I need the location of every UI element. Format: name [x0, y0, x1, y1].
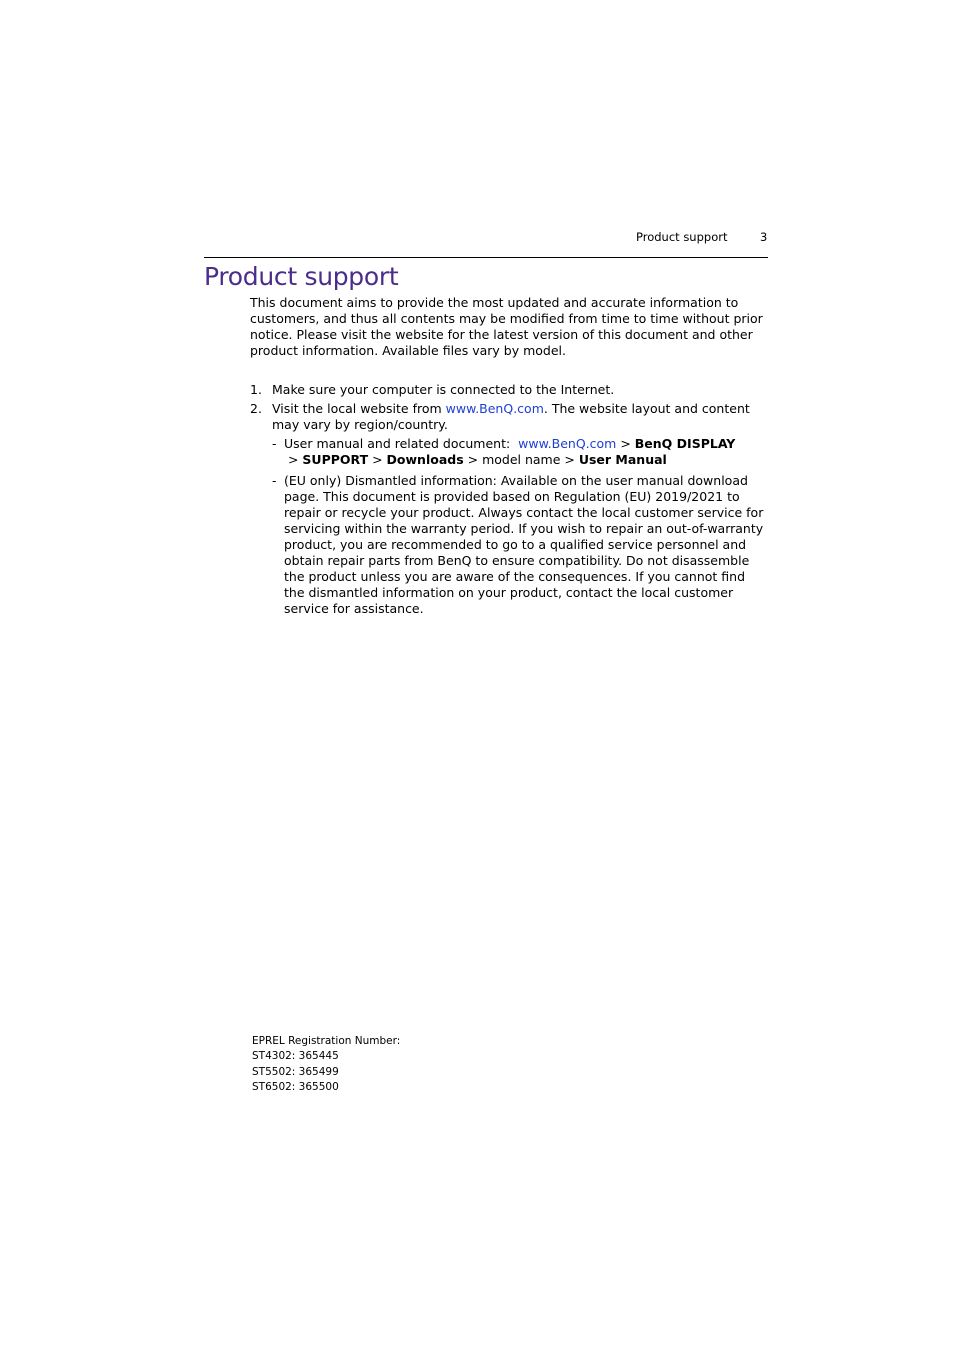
intro-paragraph: This document aims to provide the most updated and accurate information to customers, and thus all contents may be modified from time to time without prior notice. Please visit the website for the latest version of this document and other product information. Available files vary by model. — [250, 295, 763, 358]
dash-bullet: - — [272, 436, 277, 451]
step-text — [272, 401, 768, 433]
path-support: SUPPORT — [302, 452, 369, 467]
step-text: Make sure your computer is connected to the Internet. — [272, 382, 615, 397]
separator: > — [616, 436, 635, 451]
subitem-text: (EU only) Dismantled information: Available on the user manual download page. This document is provided based on Regulation (EU) 2019/2021 to repair or recycle your product. Always contact the local customer service for servicing within the warranty period. If you wish to repair an out-of-warranty product, you are recommended to go to a qualified service personnel and obtain repair parts from BenQ to ensure compatibility. Do not disassemble the product unless you are aware of the consequences. If you cannot find the dismantled information on your product, contact the local customer service for assistance. — [284, 473, 764, 616]
separator: > model name > — [463, 452, 579, 467]
subitem-dismantled-info — [272, 473, 768, 617]
subitem-user-manual — [272, 436, 768, 468]
separator: > — [284, 452, 303, 467]
separator: > — [368, 452, 387, 467]
path-benq-display: BenQ DISPLAY — [634, 436, 736, 451]
page-title: Product support — [204, 262, 399, 291]
list-item-step-2 — [250, 401, 768, 433]
step-number: 2. — [250, 401, 262, 416]
step-text-after: . The website layout and content may vary by region/country. — [272, 401, 750, 432]
page-number: 3 — [760, 230, 768, 244]
step-text-before: Visit the local website from — [272, 401, 446, 416]
eprel-entry: ST5502: 365499 — [252, 1065, 339, 1078]
path-downloads: Downloads — [386, 452, 464, 467]
benq-link[interactable]: www.BenQ.com — [445, 401, 544, 416]
eprel-block — [252, 1034, 400, 1095]
eprel-heading: EPREL Registration Number: — [252, 1035, 401, 1047]
dash-bullet: - — [272, 473, 277, 488]
path-user-manual: User Manual — [578, 452, 667, 467]
step-number: 1. — [250, 382, 262, 397]
running-head: Product support — [636, 230, 728, 244]
eprel-entry: ST4302: 365445 — [252, 1050, 339, 1063]
header-rule — [204, 257, 768, 258]
list-item-step-1 — [250, 382, 768, 398]
subitem-lead: User manual and related document: — [284, 436, 519, 451]
benq-link[interactable]: www.BenQ.com — [518, 436, 617, 451]
subitem-text — [284, 436, 768, 468]
eprel-entry: ST6502: 365500 — [252, 1080, 339, 1093]
